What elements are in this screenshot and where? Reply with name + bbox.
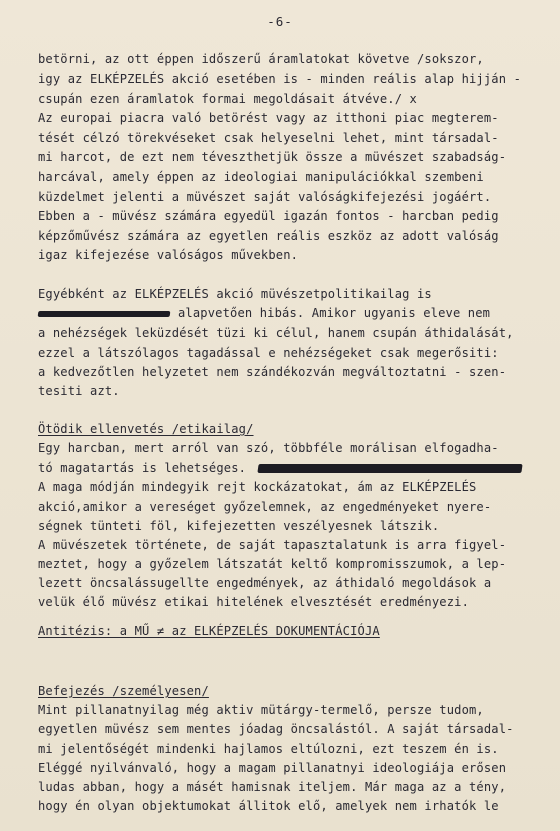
text-line: hogy én olyan objektumokat állitok elő, amelyek nem irhatók le	[38, 799, 499, 813]
text-line: képzőművész számára az egyetlen reális eszköz az adott valóság	[38, 229, 499, 243]
text-line: tését célzó törekvéseket csak helyeselni lehet, mint társadal-	[38, 131, 499, 145]
text-line: tesiti azt.	[38, 384, 120, 398]
text-line: ludas abban, hogy a másét hamisnak iteljem. Már maga az a tény,	[38, 780, 507, 794]
text-line: a kedvezőtlen helyzetet nem szándékozván megváltoztatni - szen-	[38, 365, 507, 379]
text-line: igy az ELKÉPZELÉS akció esetében is - minden reális alap hijján -	[38, 72, 522, 86]
text-line: igaz kifejezése valóságos művekben.	[38, 248, 299, 262]
typed-over-strike	[38, 311, 171, 317]
text-line: ezzel a látszólagos tagadással e nehézségeket csak megerősiti:	[38, 346, 499, 360]
text-line: Az europai piacra való betörést vagy az itthoni piac megterem-	[38, 111, 499, 125]
text-line: Ebben a - müvész számára egyedül igazán fontos - harcban pedig	[38, 209, 499, 223]
text-line: ségnek tünteti föl, kifejezetten veszélyesnek látszik.	[38, 519, 440, 533]
redaction-bar	[257, 464, 522, 473]
text-line: mi harcot, de ezt nem téveszthetjük össze a müvészet szabadság-	[38, 150, 507, 164]
text-line: A müvészetek története, de saját tapasztalatunk is arra figyel-	[38, 538, 507, 552]
text-line: a nehézségek leküzdését tüzi ki célul, hanem csupán áthidalását,	[38, 326, 514, 340]
section-heading: Ötödik ellenvetés /etikailag/	[38, 422, 254, 436]
antithesis-heading: Antitézis: a MŰ ≠ az ELKÉPZELÉS DOKUMENTÁCIÓJA	[38, 624, 380, 638]
text-line: Egyébként az ELKÉPZELÉS akció müvészetpolitikailag is	[38, 287, 432, 301]
text-line: egyetlen müvész sem mentes jóadag öncsalástól. A saját társadal-	[38, 722, 514, 736]
text-line: A maga módján mindegyik rejt kockázatokat, ám az ELKÉPZELÉS	[38, 480, 477, 494]
text-line: alapvetően hibás. Amikor ugyanis eleve nem	[178, 306, 491, 320]
text-line: harcával, amely éppen az ideologiai manipulációkkal szembeni	[38, 170, 484, 184]
text-line: meztet, hogy a győzelem látszatát keltő kompromisszumok, a lep-	[38, 557, 507, 571]
text-line: Eléggé nyilvánvaló, hogy a magam pillanatnyi ideologiája erősen	[38, 761, 507, 775]
text-line: lezett öncsalássugellte engedmények, az áthidaló megoldások a	[38, 576, 492, 590]
text-line: betörni, az ott éppen időszerű áramlatokat követve /sokszor,	[38, 52, 484, 66]
text-line: Egy harcban, mert arról van szó, többféle morálisan elfogadha-	[38, 441, 499, 455]
text-line: csupán ezen áramlatok formai megoldásait átvéve./ x	[38, 92, 417, 106]
text-line: küzdelmet jelenti a müvészet saját valóságkifejezési jogáért.	[38, 190, 492, 204]
text-line: tó magatartás is lehetséges.	[38, 461, 247, 475]
page-number: -6-	[267, 14, 293, 29]
text-line: Mint pillanatnyilag még aktiv mütárgy-termelő, persze tudom,	[38, 703, 484, 717]
section-heading: Befejezés /személyesen/	[38, 684, 209, 698]
text-line: akció,amikor a vereséget győzelemnek, az engedményeket nyere-	[38, 500, 492, 514]
text-line: mi jelentőségét mindenki hajlamos eltúlozni, ezt teszem én is.	[38, 742, 499, 756]
text-line: velük élő müvész etikai hitelének elvesztését eredményezi.	[38, 595, 470, 609]
